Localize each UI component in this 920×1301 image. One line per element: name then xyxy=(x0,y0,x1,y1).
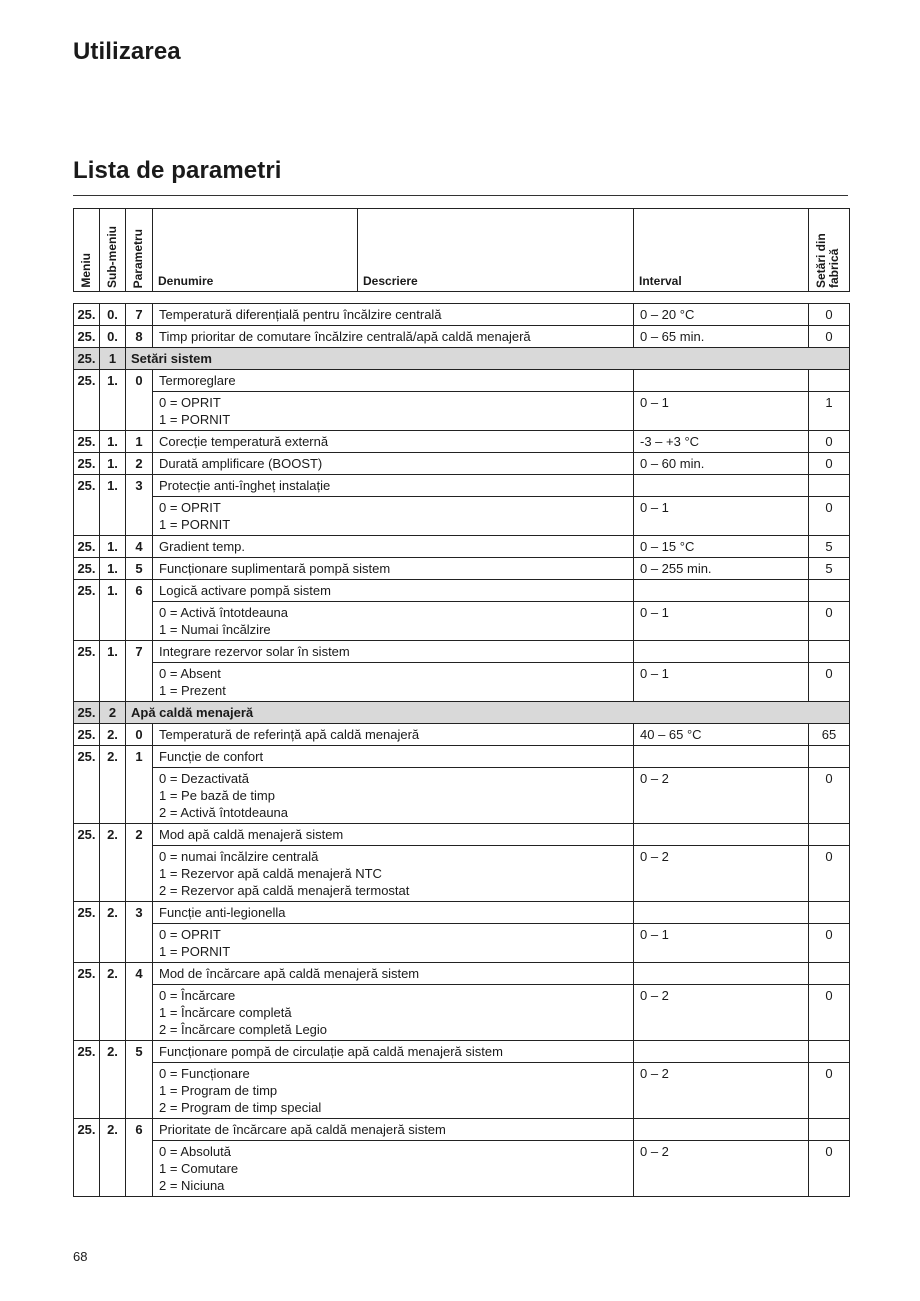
option-value: 1 = Prezent xyxy=(159,683,226,698)
option-value: 0 = Absent xyxy=(159,666,221,681)
table-row xyxy=(74,641,850,663)
submenu-number: 1. xyxy=(100,431,126,453)
options-cell xyxy=(153,663,634,702)
header-submeniu: Sub-meniu xyxy=(105,226,119,288)
option-value: 1 = Comutare xyxy=(159,1161,239,1176)
parameter-number: 5 xyxy=(126,1041,153,1119)
factory-setting: 5 xyxy=(809,536,850,558)
interval-empty xyxy=(634,824,809,846)
factory-empty xyxy=(809,824,850,846)
interval-empty xyxy=(634,1119,809,1141)
header-denumire: Denumire xyxy=(158,274,214,288)
options-cell xyxy=(153,846,634,902)
option-value: 2 = Rezervor apă caldă menajeră termostat xyxy=(159,883,410,898)
interval-value: 40 – 65 °C xyxy=(634,724,809,746)
table-row xyxy=(74,902,850,924)
option-value: 0 = Absolută xyxy=(159,1144,231,1159)
interval-value: 0 – 2 xyxy=(634,1141,809,1197)
interval-empty xyxy=(634,370,809,392)
menu-number: 25. xyxy=(74,824,100,902)
option-value: 0 = Dezactivată xyxy=(159,771,249,786)
section-row xyxy=(74,348,850,370)
options-row xyxy=(74,985,850,1041)
menu-number: 25. xyxy=(74,902,100,963)
interval-empty xyxy=(634,746,809,768)
header-setari-fabrica: Setări din fabrică xyxy=(814,233,841,288)
option-value: 1 = Încărcare completă xyxy=(159,1005,292,1020)
factory-setting: 0 xyxy=(809,663,850,702)
interval-value: 0 – 2 xyxy=(634,985,809,1041)
options-row xyxy=(74,392,850,431)
option-value: 2 = Niciuna xyxy=(159,1178,225,1193)
interval-value: 0 – 255 min. xyxy=(634,558,809,580)
option-value: 1 = PORNIT xyxy=(159,412,231,427)
options-row xyxy=(74,924,850,963)
parameter-name: Protecție anti-îngheț instalație xyxy=(153,475,634,497)
header-submeniu-cell xyxy=(100,209,126,292)
option-value: 0 = Încărcare xyxy=(159,988,236,1003)
factory-setting: 0 xyxy=(809,453,850,475)
options-cell xyxy=(153,768,634,824)
interval-empty xyxy=(634,902,809,924)
parameter-number: 4 xyxy=(126,963,153,1041)
options-row xyxy=(74,602,850,641)
header-interval: Interval xyxy=(639,274,682,288)
options-cell xyxy=(153,392,634,431)
menu-number: 25. xyxy=(74,475,100,536)
menu-number: 25. xyxy=(74,326,100,348)
parameter-name: Corecție temperatură externă xyxy=(153,431,634,453)
parameter-number: 0 xyxy=(126,370,153,431)
interval-empty xyxy=(634,1041,809,1063)
menu-number: 25. xyxy=(74,580,100,641)
parameter-name: Durată amplificare (BOOST) xyxy=(153,453,634,475)
interval-empty xyxy=(634,963,809,985)
submenu-number: 1. xyxy=(100,558,126,580)
option-value: 2 = Program de timp special xyxy=(159,1100,322,1115)
options-row xyxy=(74,846,850,902)
parameter-name: Funcție anti-legionella xyxy=(153,902,634,924)
menu-number: 25. xyxy=(74,746,100,824)
table-row xyxy=(74,746,850,768)
interval-empty xyxy=(634,580,809,602)
factory-empty xyxy=(809,1119,850,1141)
options-cell xyxy=(153,985,634,1041)
menu-number: 25. xyxy=(74,702,100,724)
factory-setting: 0 xyxy=(809,924,850,963)
parameter-number: 6 xyxy=(126,1119,153,1197)
submenu-number: 1. xyxy=(100,580,126,641)
submenu-number: 2. xyxy=(100,1119,126,1197)
header-parametru-cell xyxy=(126,209,153,292)
menu-number: 25. xyxy=(74,370,100,431)
header-meniu: Meniu xyxy=(79,253,93,288)
parameter-name: Temperatură diferențială pentru încălzire centrală xyxy=(153,304,634,326)
page-number: 68 xyxy=(73,1249,88,1264)
factory-setting: 0 xyxy=(809,431,850,453)
menu-number: 25. xyxy=(74,453,100,475)
options-row xyxy=(74,768,850,824)
factory-setting: 5 xyxy=(809,558,850,580)
option-value: 0 = OPRIT xyxy=(159,395,221,410)
submenu-number: 2. xyxy=(100,963,126,1041)
option-value: 2 = Activă întotdeauna xyxy=(159,805,289,820)
parameter-name: Logică activare pompă sistem xyxy=(153,580,634,602)
factory-setting: 1 xyxy=(809,392,850,431)
submenu-number: 2. xyxy=(100,724,126,746)
submenu-number: 1. xyxy=(100,370,126,431)
menu-number: 25. xyxy=(74,348,100,370)
factory-empty xyxy=(809,1041,850,1063)
interval-value: 0 – 60 min. xyxy=(634,453,809,475)
table-row xyxy=(74,431,850,453)
submenu-number: 2. xyxy=(100,746,126,824)
parameter-name: Termoreglare xyxy=(153,370,634,392)
submenu-number: 0. xyxy=(100,304,126,326)
factory-empty xyxy=(809,370,850,392)
option-value: 0 = numai încălzire centrală xyxy=(159,849,319,864)
menu-number: 25. xyxy=(74,963,100,1041)
submenu-number: 2 xyxy=(100,702,126,724)
option-value: 1 = Pe bază de timp xyxy=(159,788,275,803)
parameter-table-header xyxy=(73,208,850,292)
parameter-number: 6 xyxy=(126,580,153,641)
menu-number: 25. xyxy=(74,304,100,326)
option-value: 0 = Activă întotdeauna xyxy=(159,605,289,620)
parameter-number: 8 xyxy=(126,326,153,348)
parameter-table xyxy=(73,303,850,1197)
parameter-number: 5 xyxy=(126,558,153,580)
menu-number: 25. xyxy=(74,558,100,580)
parameter-name: Temperatură de referință apă caldă menajeră xyxy=(153,724,634,746)
option-value: 1 = Rezervor apă caldă menajeră NTC xyxy=(159,866,382,881)
parameter-name: Gradient temp. xyxy=(153,536,634,558)
table-row xyxy=(74,453,850,475)
parameter-name: Funcționare suplimentară pompă sistem xyxy=(153,558,634,580)
interval-value: 0 – 1 xyxy=(634,663,809,702)
menu-number: 25. xyxy=(74,431,100,453)
parameter-number: 7 xyxy=(126,641,153,702)
section-title: Lista de parametri xyxy=(73,157,282,184)
header-descriere: Descriere xyxy=(363,274,418,288)
factory-empty xyxy=(809,580,850,602)
option-value: 2 = Încărcare completă Legio xyxy=(159,1022,328,1037)
submenu-number: 2. xyxy=(100,824,126,902)
option-value: 0 = Funcționare xyxy=(159,1066,250,1081)
parameter-name: Funcționare pompă de circulație apă caldă menajeră sistem xyxy=(153,1041,634,1063)
factory-setting: 0 xyxy=(809,602,850,641)
submenu-number: 1. xyxy=(100,453,126,475)
factory-empty xyxy=(809,902,850,924)
options-cell xyxy=(153,1141,634,1197)
table-row xyxy=(74,370,850,392)
table-row xyxy=(74,1119,850,1141)
factory-setting: 0 xyxy=(809,326,850,348)
factory-setting: 0 xyxy=(809,846,850,902)
parameter-number: 3 xyxy=(126,902,153,963)
interval-value: 0 – 2 xyxy=(634,768,809,824)
table-row xyxy=(74,304,850,326)
option-value: 1 = Numai încălzire xyxy=(159,622,271,637)
header-interval-cell xyxy=(634,209,809,292)
interval-value: 0 – 20 °C xyxy=(634,304,809,326)
options-cell xyxy=(153,497,634,536)
table-row xyxy=(74,1041,850,1063)
options-row xyxy=(74,1063,850,1119)
options-row xyxy=(74,1141,850,1197)
parameter-number: 0 xyxy=(126,724,153,746)
parameter-name: Integrare rezervor solar în sistem xyxy=(153,641,634,663)
factory-setting: 0 xyxy=(809,497,850,536)
section-title: Apă caldă menajeră xyxy=(126,702,850,724)
factory-setting: 0 xyxy=(809,1063,850,1119)
table-row xyxy=(74,580,850,602)
interval-value: 0 – 1 xyxy=(634,602,809,641)
table-row xyxy=(74,558,850,580)
header-meniu-cell xyxy=(74,209,100,292)
submenu-number: 0. xyxy=(100,326,126,348)
parameter-name: Timp prioritar de comutare încălzire centrală/apă caldă menajeră xyxy=(153,326,634,348)
parameter-name: Funcție de confort xyxy=(153,746,634,768)
interval-value: -3 – +3 °C xyxy=(634,431,809,453)
interval-value: 0 – 15 °C xyxy=(634,536,809,558)
factory-setting: 65 xyxy=(809,724,850,746)
page-title: Utilizarea xyxy=(73,38,181,65)
parameter-name: Prioritate de încărcare apă caldă menajeră sistem xyxy=(153,1119,634,1141)
menu-number: 25. xyxy=(74,724,100,746)
menu-number: 25. xyxy=(74,1119,100,1197)
interval-value: 0 – 1 xyxy=(634,497,809,536)
option-value: 0 = OPRIT xyxy=(159,927,221,942)
option-value: 0 = OPRIT xyxy=(159,500,221,515)
header-descriere-cell xyxy=(358,209,634,292)
options-cell xyxy=(153,924,634,963)
section-title: Setări sistem xyxy=(126,348,850,370)
header-denumire-cell xyxy=(153,209,358,292)
submenu-number: 1. xyxy=(100,641,126,702)
menu-number: 25. xyxy=(74,641,100,702)
factory-empty xyxy=(809,746,850,768)
interval-value: 0 – 1 xyxy=(634,924,809,963)
option-value: 1 = PORNIT xyxy=(159,517,231,532)
section-row xyxy=(74,702,850,724)
table-row xyxy=(74,536,850,558)
submenu-number: 2. xyxy=(100,1041,126,1119)
table-row xyxy=(74,326,850,348)
submenu-number: 2. xyxy=(100,902,126,963)
table-row xyxy=(74,475,850,497)
factory-empty xyxy=(809,475,850,497)
factory-setting: 0 xyxy=(809,768,850,824)
interval-value: 0 – 1 xyxy=(634,392,809,431)
interval-value: 0 – 65 min. xyxy=(634,326,809,348)
options-cell xyxy=(153,1063,634,1119)
factory-setting: 0 xyxy=(809,304,850,326)
option-value: 1 = Program de timp xyxy=(159,1083,278,1098)
submenu-number: 1. xyxy=(100,536,126,558)
parameter-number: 2 xyxy=(126,453,153,475)
parameter-number: 7 xyxy=(126,304,153,326)
options-row xyxy=(74,497,850,536)
header-parametru: Parametru xyxy=(131,228,145,288)
interval-value: 0 – 2 xyxy=(634,1063,809,1119)
header-setari-cell xyxy=(809,209,850,292)
parameter-number: 2 xyxy=(126,824,153,902)
factory-setting: 0 xyxy=(809,985,850,1041)
title-divider xyxy=(73,195,848,196)
interval-value: 0 – 2 xyxy=(634,846,809,902)
interval-empty xyxy=(634,475,809,497)
interval-empty xyxy=(634,641,809,663)
options-row xyxy=(74,663,850,702)
submenu-number: 1. xyxy=(100,475,126,536)
menu-number: 25. xyxy=(74,536,100,558)
parameter-name: Mod de încărcare apă caldă menajeră sistem xyxy=(153,963,634,985)
parameter-number: 1 xyxy=(126,431,153,453)
submenu-number: 1 xyxy=(100,348,126,370)
factory-empty xyxy=(809,963,850,985)
table-row xyxy=(74,724,850,746)
menu-number: 25. xyxy=(74,1041,100,1119)
table-row xyxy=(74,963,850,985)
factory-setting: 0 xyxy=(809,1141,850,1197)
parameter-number: 1 xyxy=(126,746,153,824)
option-value: 1 = PORNIT xyxy=(159,944,231,959)
options-cell xyxy=(153,602,634,641)
table-row xyxy=(74,824,850,846)
factory-empty xyxy=(809,641,850,663)
parameter-number: 3 xyxy=(126,475,153,536)
parameter-name: Mod apă caldă menajeră sistem xyxy=(153,824,634,846)
parameter-number: 4 xyxy=(126,536,153,558)
